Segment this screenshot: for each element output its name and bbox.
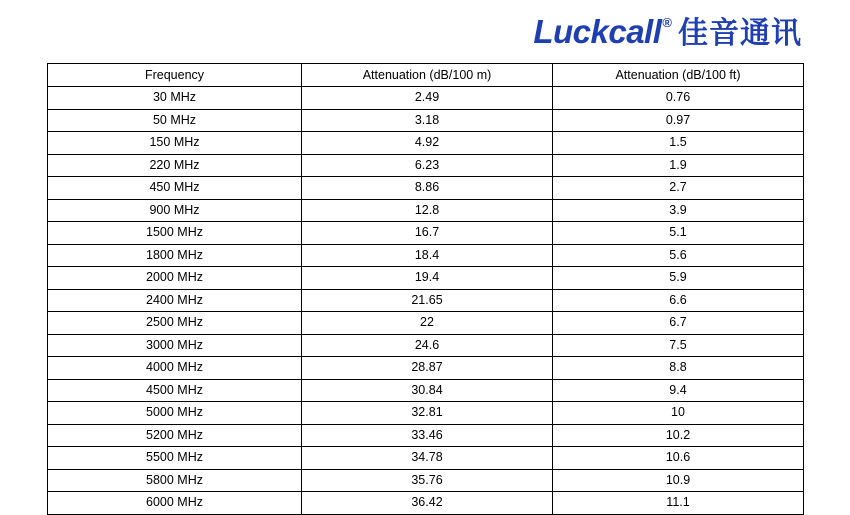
table-row <box>48 222 804 245</box>
cell-attenuation-m: 18.4 <box>302 244 553 267</box>
table-row <box>48 379 804 402</box>
cell-attenuation-ft: 10.9 <box>553 469 804 492</box>
table-header-row <box>48 64 804 87</box>
cell-frequency: 2000 MHz <box>48 267 302 290</box>
cell-attenuation-ft: 10.6 <box>553 447 804 470</box>
table-row <box>48 289 804 312</box>
table-row <box>48 334 804 357</box>
cell-frequency: 4500 MHz <box>48 379 302 402</box>
cell-frequency: 3000 MHz <box>48 334 302 357</box>
table-row <box>48 199 804 222</box>
cell-attenuation-ft: 10.2 <box>553 424 804 447</box>
cell-attenuation-m: 32.81 <box>302 402 553 425</box>
cell-attenuation-ft: 2.7 <box>553 177 804 200</box>
registered-trademark-icon: ® <box>662 15 672 30</box>
cell-frequency: 220 MHz <box>48 154 302 177</box>
cell-attenuation-ft: 5.1 <box>553 222 804 245</box>
cell-frequency: 150 MHz <box>48 132 302 155</box>
table-row <box>48 469 804 492</box>
table-row <box>48 447 804 470</box>
cell-attenuation-m: 30.84 <box>302 379 553 402</box>
cell-attenuation-m: 22 <box>302 312 553 335</box>
table-header <box>48 64 804 87</box>
cell-attenuation-ft: 6.7 <box>553 312 804 335</box>
cell-attenuation-m: 35.76 <box>302 469 553 492</box>
table-row <box>48 424 804 447</box>
cell-attenuation-m: 6.23 <box>302 154 553 177</box>
cell-attenuation-ft: 0.97 <box>553 109 804 132</box>
table-row <box>48 154 804 177</box>
cell-frequency: 6000 MHz <box>48 492 302 515</box>
cell-attenuation-ft: 1.5 <box>553 132 804 155</box>
cell-frequency: 450 MHz <box>48 177 302 200</box>
table-row <box>48 312 804 335</box>
cell-attenuation-m: 19.4 <box>302 267 553 290</box>
cell-attenuation-m: 21.65 <box>302 289 553 312</box>
cell-attenuation-m: 28.87 <box>302 357 553 380</box>
cell-frequency: 1800 MHz <box>48 244 302 267</box>
brand-chinese-name: 佳音通讯 <box>678 16 802 51</box>
cell-attenuation-ft: 6.6 <box>553 289 804 312</box>
cell-attenuation-m: 8.86 <box>302 177 553 200</box>
cell-attenuation-ft: 11.1 <box>553 492 804 515</box>
cell-frequency: 5200 MHz <box>48 424 302 447</box>
cell-attenuation-m: 34.78 <box>302 447 553 470</box>
attenuation-table <box>47 63 804 515</box>
brand-logo <box>533 8 802 52</box>
table-row <box>48 132 804 155</box>
cell-frequency: 2500 MHz <box>48 312 302 335</box>
cell-frequency: 5000 MHz <box>48 402 302 425</box>
cell-attenuation-m: 3.18 <box>302 109 553 132</box>
table-body <box>48 87 804 515</box>
cell-attenuation-ft: 3.9 <box>553 199 804 222</box>
cell-frequency: 50 MHz <box>48 109 302 132</box>
cell-attenuation-m: 12.8 <box>302 199 553 222</box>
cell-frequency: 4000 MHz <box>48 357 302 380</box>
cell-attenuation-ft: 5.9 <box>553 267 804 290</box>
cell-attenuation-ft: 1.9 <box>553 154 804 177</box>
cell-attenuation-m: 4.92 <box>302 132 553 155</box>
cell-attenuation-ft: 5.6 <box>553 244 804 267</box>
cell-attenuation-ft: 7.5 <box>553 334 804 357</box>
table-row <box>48 357 804 380</box>
table-row <box>48 177 804 200</box>
cell-attenuation-ft: 0.76 <box>553 87 804 110</box>
cell-attenuation-ft: 8.8 <box>553 357 804 380</box>
cell-attenuation-m: 33.46 <box>302 424 553 447</box>
table-row <box>48 87 804 110</box>
attenuation-table-container <box>47 63 803 515</box>
cell-attenuation-m: 2.49 <box>302 87 553 110</box>
brand-name: Luckcall <box>533 13 662 50</box>
column-header-attenuation-db-100m: Attenuation (dB/100 m) <box>302 64 553 87</box>
cell-attenuation-ft: 10 <box>553 402 804 425</box>
column-header-frequency: Frequency <box>48 64 302 87</box>
table-row <box>48 109 804 132</box>
cell-frequency: 5800 MHz <box>48 469 302 492</box>
cell-attenuation-ft: 9.4 <box>553 379 804 402</box>
cell-attenuation-m: 24.6 <box>302 334 553 357</box>
cell-frequency: 2400 MHz <box>48 289 302 312</box>
table-row <box>48 402 804 425</box>
cell-frequency: 30 MHz <box>48 87 302 110</box>
cell-frequency: 900 MHz <box>48 199 302 222</box>
cell-attenuation-m: 36.42 <box>302 492 553 515</box>
table-row <box>48 244 804 267</box>
table-row <box>48 267 804 290</box>
cell-frequency: 1500 MHz <box>48 222 302 245</box>
column-header-attenuation-db-100ft: Attenuation (dB/100 ft) <box>553 64 804 87</box>
cell-attenuation-m: 16.7 <box>302 222 553 245</box>
cell-frequency: 5500 MHz <box>48 447 302 470</box>
